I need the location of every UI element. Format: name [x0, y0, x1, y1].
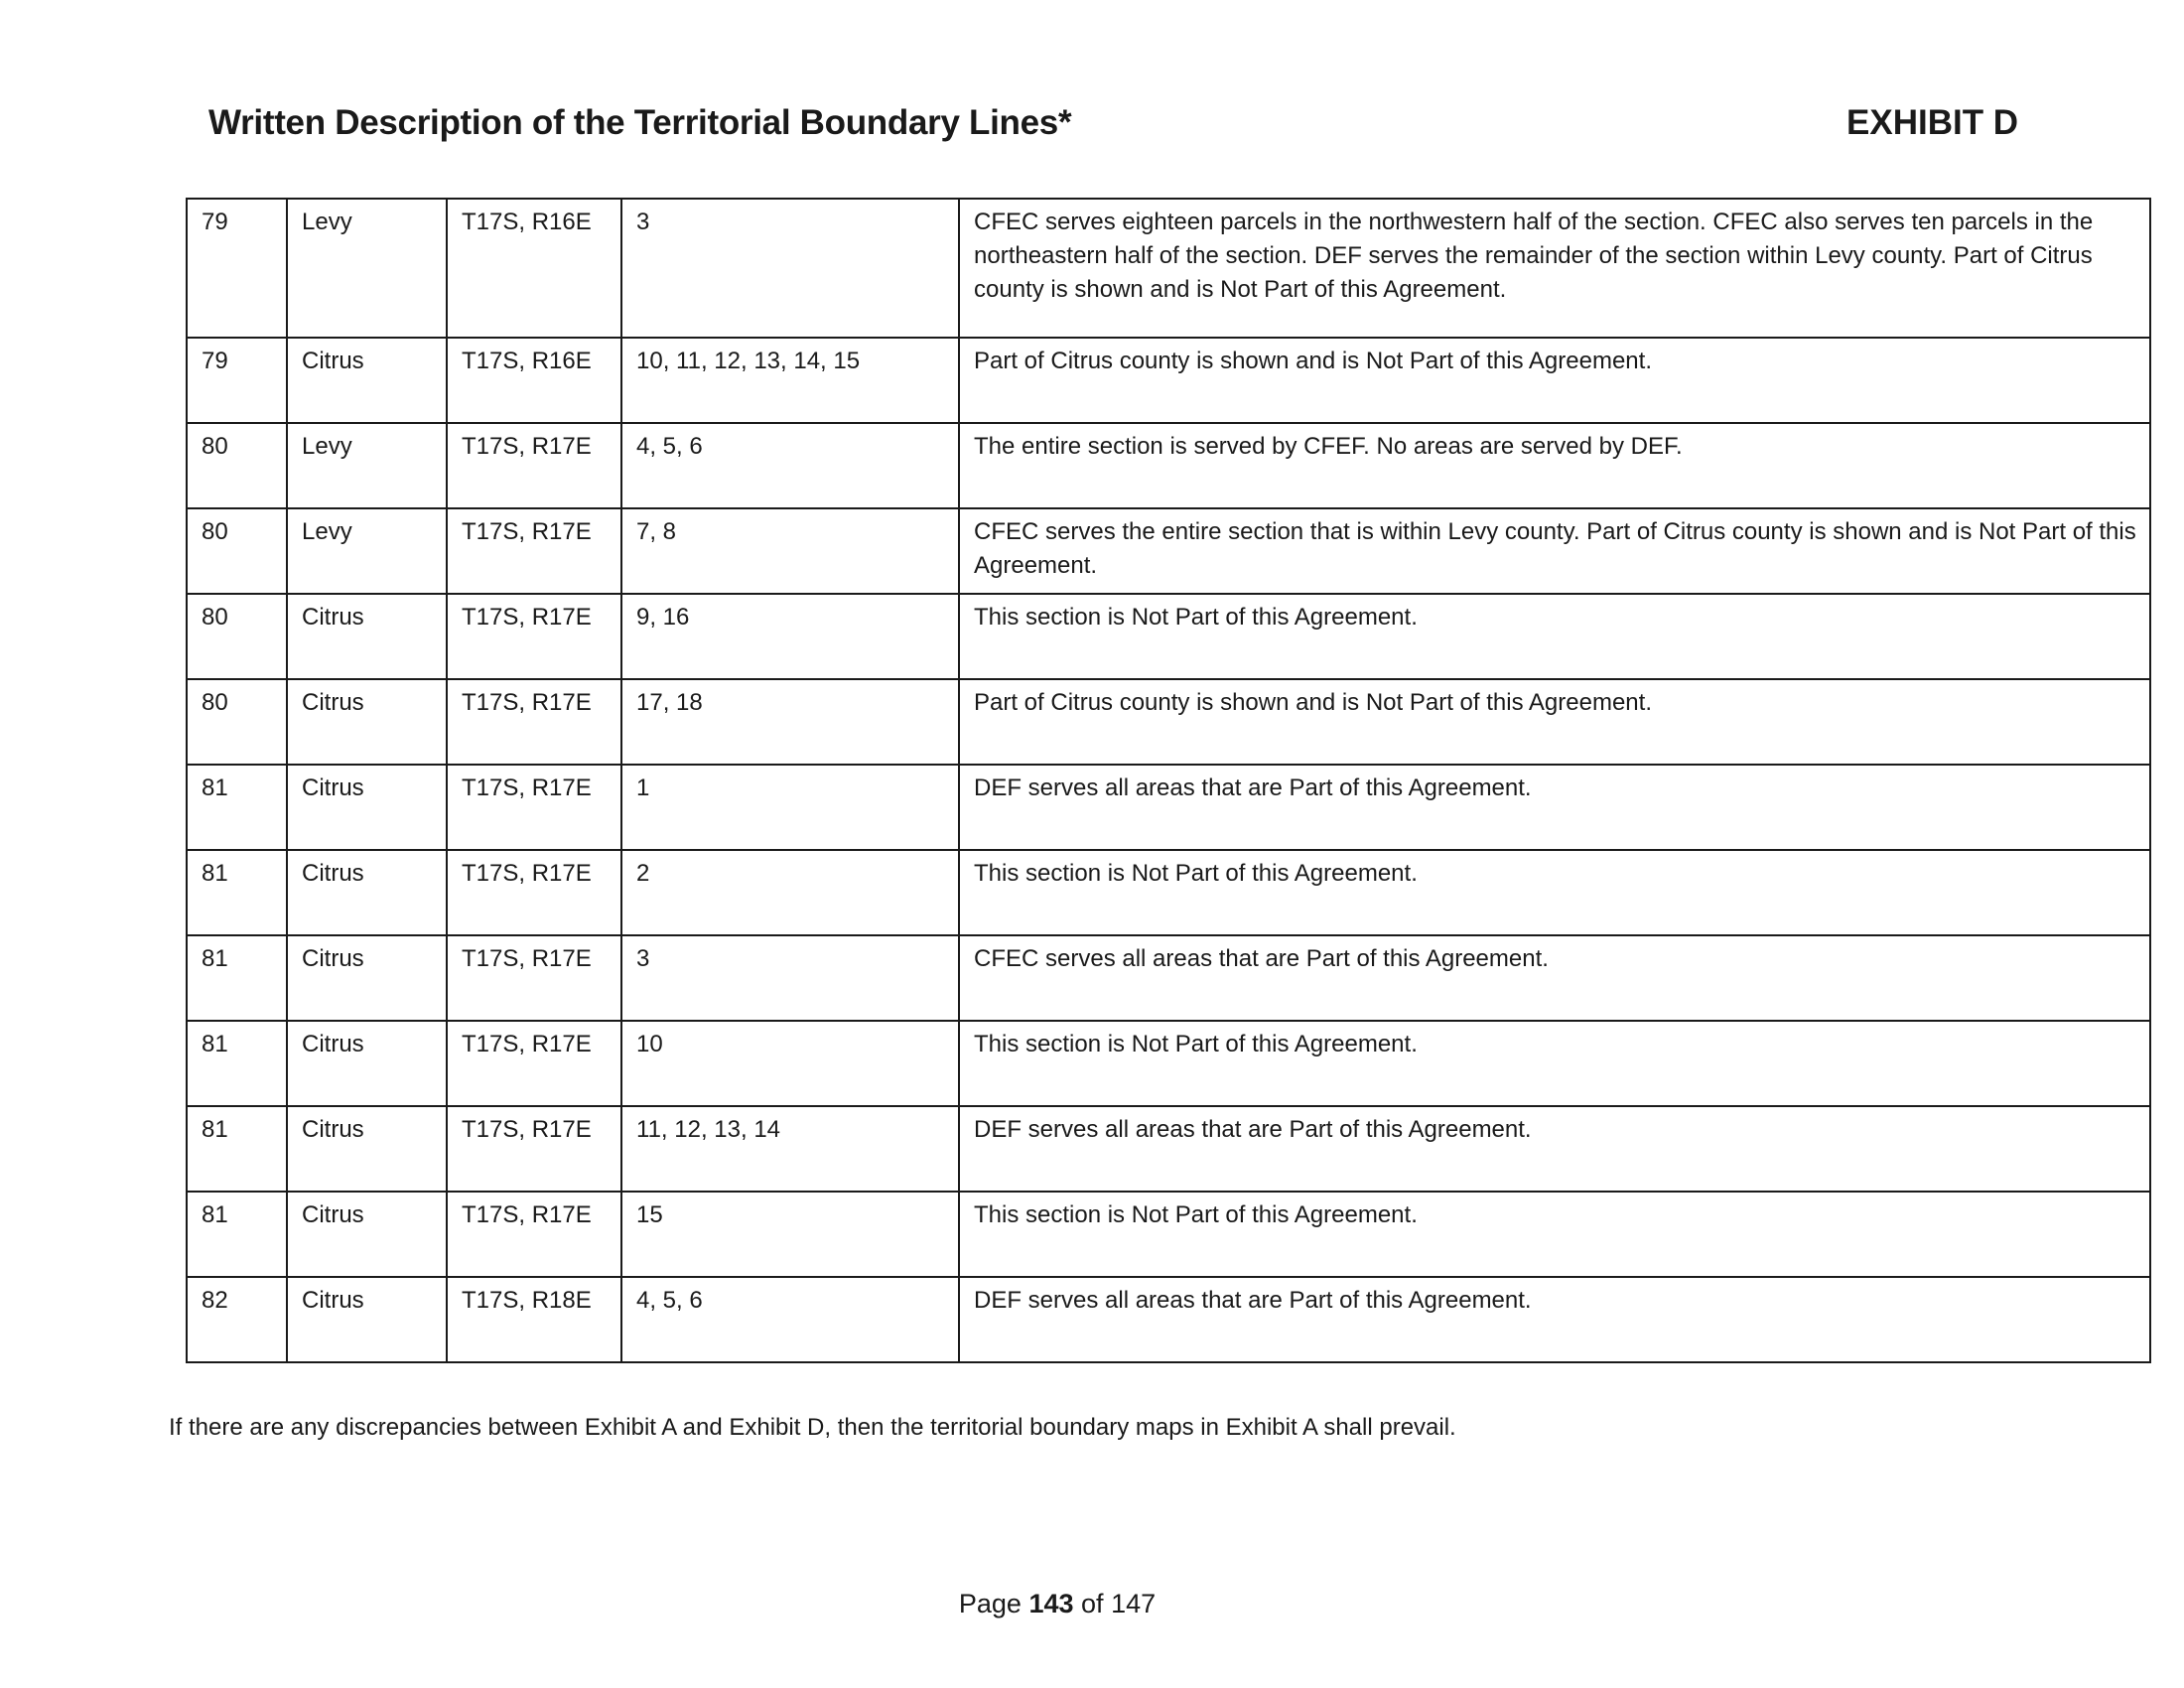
county-cell: Citrus — [287, 1106, 447, 1192]
township-range-cell: T17S, R17E — [447, 1192, 621, 1277]
township-range-cell: T17S, R16E — [447, 199, 621, 338]
table-row — [187, 338, 2150, 423]
description-cell: The entire section is served by CFEF. No areas are served by DEF. — [959, 423, 2150, 508]
map-number-cell: 81 — [187, 765, 287, 850]
sections-cell: 3 — [621, 935, 959, 1021]
description-cell: CFEC serves the entire section that is within Levy county. Part of Citrus county is shown and is Not Part of this Agreement. — [959, 508, 2150, 594]
township-range-cell: T17S, R17E — [447, 850, 621, 935]
county-cell: Citrus — [287, 594, 447, 679]
township-range-cell: T17S, R17E — [447, 765, 621, 850]
description-cell: This section is Not Part of this Agreement. — [959, 1192, 2150, 1277]
sections-cell: 4, 5, 6 — [621, 423, 959, 508]
description-cell: This section is Not Part of this Agreement. — [959, 1021, 2150, 1106]
table-row — [187, 765, 2150, 850]
sections-cell: 15 — [621, 1192, 959, 1277]
page-label: Page — [958, 1589, 1022, 1618]
description-cell: DEF serves all areas that are Part of this Agreement. — [959, 765, 2150, 850]
map-number-cell: 82 — [187, 1277, 287, 1362]
county-cell: Levy — [287, 508, 447, 594]
table-row — [187, 1106, 2150, 1192]
sections-cell: 17, 18 — [621, 679, 959, 765]
township-range-cell: T17S, R16E — [447, 338, 621, 423]
table-row — [187, 508, 2150, 594]
map-number-cell: 81 — [187, 1192, 287, 1277]
map-number-cell: 80 — [187, 423, 287, 508]
table-row — [187, 935, 2150, 1021]
table-row — [187, 423, 2150, 508]
township-range-cell: T17S, R17E — [447, 423, 621, 508]
page-title: Written Description of the Territorial Boundary Lines* — [208, 103, 1072, 142]
description-cell: DEF serves all areas that are Part of this Agreement. — [959, 1277, 2150, 1362]
table-row — [187, 1192, 2150, 1277]
description-cell: CFEC serves eighteen parcels in the northwestern half of the section. CFEC also serves ten parcels in the northeastern half of the section. DEF serves the remainder of the section within Levy county. Part of Citrus county is shown and is Not Part of this Agreement. — [959, 199, 2150, 338]
county-cell: Citrus — [287, 935, 447, 1021]
description-cell: DEF serves all areas that are Part of this Agreement. — [959, 1106, 2150, 1192]
exhibit-label: EXHIBIT D — [1846, 103, 2019, 142]
description-cell: This section is Not Part of this Agreement. — [959, 850, 2150, 935]
sections-cell: 10, 11, 12, 13, 14, 15 — [621, 338, 959, 423]
page-total: 147 — [1111, 1589, 1157, 1618]
township-range-cell: T17S, R17E — [447, 508, 621, 594]
map-number-cell: 81 — [187, 1021, 287, 1106]
township-range-cell: T17S, R17E — [447, 1106, 621, 1192]
description-cell: Part of Citrus county is shown and is Not Part of this Agreement. — [959, 338, 2150, 423]
map-number-cell: 81 — [187, 850, 287, 935]
map-number-cell: 80 — [187, 679, 287, 765]
table-row — [187, 1277, 2150, 1362]
sections-cell: 7, 8 — [621, 508, 959, 594]
map-number-cell: 81 — [187, 1106, 287, 1192]
sections-cell: 11, 12, 13, 14 — [621, 1106, 959, 1192]
description-cell: This section is Not Part of this Agreement. — [959, 594, 2150, 679]
township-range-cell: T17S, R17E — [447, 594, 621, 679]
map-number-cell: 80 — [187, 508, 287, 594]
county-cell: Citrus — [287, 679, 447, 765]
table-row — [187, 1021, 2150, 1106]
description-cell: CFEC serves all areas that are Part of this Agreement. — [959, 935, 2150, 1021]
table-row — [187, 850, 2150, 935]
footnote: If there are any discrepancies between Exhibit A and Exhibit D, then the territorial boundary maps in Exhibit A shall prevail. — [169, 1414, 1456, 1441]
township-range-cell: T17S, R17E — [447, 1021, 621, 1106]
map-number-cell: 81 — [187, 935, 287, 1021]
county-cell: Citrus — [287, 1277, 447, 1362]
sections-cell: 4, 5, 6 — [621, 1277, 959, 1362]
table-row — [187, 199, 2150, 338]
county-cell: Citrus — [287, 1192, 447, 1277]
sections-cell: 2 — [621, 850, 959, 935]
map-number-cell: 79 — [187, 338, 287, 423]
township-range-cell: T17S, R18E — [447, 1277, 621, 1362]
page-current: 143 — [1028, 1589, 1074, 1618]
county-cell: Citrus — [287, 765, 447, 850]
township-range-cell: T17S, R17E — [447, 935, 621, 1021]
table-row — [187, 679, 2150, 765]
page-of: of — [1081, 1589, 1104, 1618]
boundary-table — [186, 198, 2151, 1363]
page-number — [0, 1589, 2115, 1619]
sections-cell: 10 — [621, 1021, 959, 1106]
sections-cell: 3 — [621, 199, 959, 338]
sections-cell: 9, 16 — [621, 594, 959, 679]
description-cell: Part of Citrus county is shown and is Not Part of this Agreement. — [959, 679, 2150, 765]
sections-cell: 1 — [621, 765, 959, 850]
county-cell: Citrus — [287, 1021, 447, 1106]
county-cell: Levy — [287, 199, 447, 338]
county-cell: Levy — [287, 423, 447, 508]
map-number-cell: 79 — [187, 199, 287, 338]
township-range-cell: T17S, R17E — [447, 679, 621, 765]
county-cell: Citrus — [287, 850, 447, 935]
county-cell: Citrus — [287, 338, 447, 423]
table-row — [187, 594, 2150, 679]
map-number-cell: 80 — [187, 594, 287, 679]
